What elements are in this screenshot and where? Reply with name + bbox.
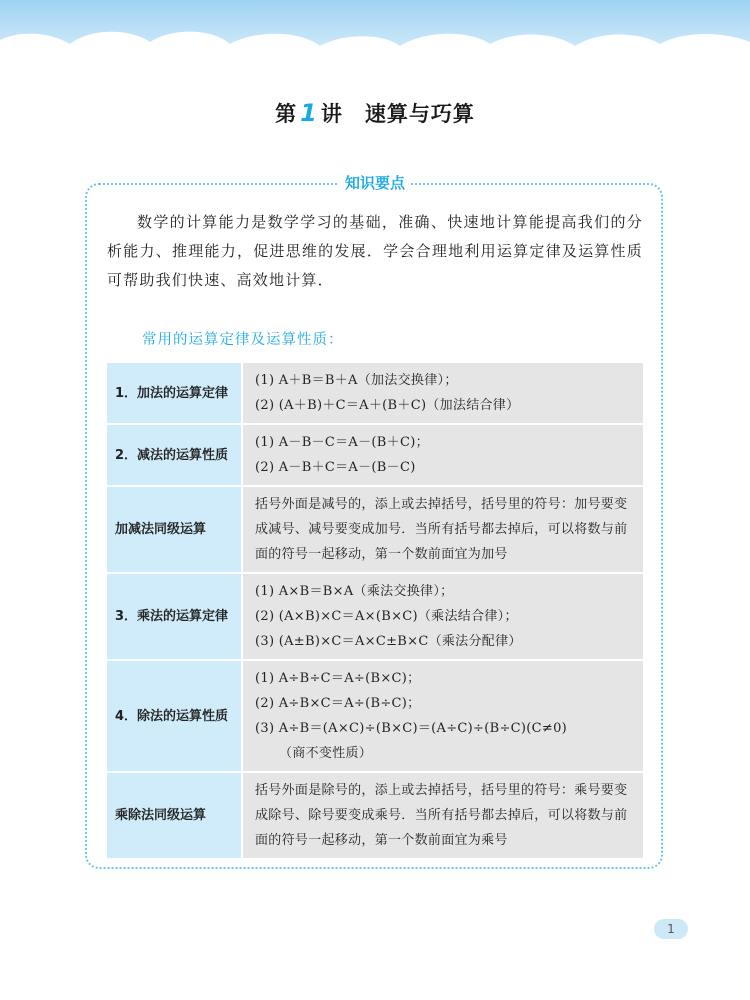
section-title-text: 知识要点 — [339, 174, 411, 192]
law-name: 4．除法的运算性质 — [107, 660, 242, 772]
table-row — [107, 486, 643, 573]
rule-line: (2) A÷B×C＝A÷(B÷C)； — [255, 696, 421, 711]
law-name: 2．减法的运算性质 — [107, 424, 242, 486]
lesson-title — [0, 98, 750, 128]
laws-table — [107, 363, 643, 860]
law-content — [242, 424, 643, 486]
law-name: 1．加法的运算定律 — [107, 363, 242, 424]
rule-line: （商不变性质） — [279, 746, 373, 761]
rule-line: (2) (A×B)×C＝A×(B×C)（乘法结合律）； — [255, 609, 518, 624]
rule-line: (1) A－B－C＝A－(B＋C)； — [255, 435, 429, 450]
lesson-title-prefix: 第 — [275, 101, 298, 126]
rule-paragraph: 括号外面是除号的，添上或去掉括号，括号里的符号：乘号要变成除号、除号要变成乘号．当所有括号都去掉后，可以将数与前面的符号一起移动，第一个数前面宜为乘号 — [255, 783, 628, 848]
section-title — [0, 172, 750, 193]
rule-line: (3) A÷B＝(A×C)÷(B×C)＝(A÷C)÷(B÷C)(C≠0) — [255, 721, 568, 736]
laws-subheading: 常用的运算定律及运算性质： — [142, 332, 344, 348]
table-row — [107, 660, 643, 772]
rule-line: (1) A×B＝B×A（乘法交换律）； — [255, 584, 454, 599]
law-content — [242, 363, 643, 424]
law-content — [242, 772, 643, 859]
rule-paragraph: 括号外面是减号的，添上或去掉括号，括号里的符号：加号要变成减号、减号要变成加号．当所有括号都去掉后，可以将数与前面的符号一起移动，第一个数前面宜为加号 — [255, 497, 628, 562]
page-number: 1 — [654, 919, 688, 939]
table-row — [107, 424, 643, 486]
lesson-number: 1 — [300, 99, 318, 127]
sky-cloud-banner — [0, 0, 750, 90]
law-content — [242, 486, 643, 573]
rule-line: (2) (A＋B)＋C＝A＋(B＋C)（加法结合律） — [255, 398, 520, 413]
rule-line: (1) A＋B＝B＋A（加法交换律）； — [255, 373, 458, 388]
table-row — [107, 772, 643, 859]
rule-line: (3) (A±B)×C＝A×C±B×C（乘法分配律） — [255, 634, 522, 649]
table-row — [107, 363, 643, 424]
law-content — [242, 660, 643, 772]
lesson-topic: 速算与巧算 — [364, 101, 475, 126]
law-content — [242, 573, 643, 660]
law-name: 3．乘法的运算定律 — [107, 573, 242, 660]
table-row — [107, 573, 643, 660]
rule-line: (1) A÷B÷C＝A÷(B×C)； — [255, 671, 421, 686]
law-name: 加减法同级运算 — [107, 486, 242, 573]
law-name: 乘除法同级运算 — [107, 772, 242, 859]
rule-line: (2) A－B＋C＝A－(B－C) — [255, 460, 416, 475]
lesson-title-mid: 讲 — [320, 101, 343, 126]
intro-paragraph: 数学的计算能力是数学学习的基础，准确、快速地计算能提高我们的分析能力、推理能力，促进思维的发展．学会合理地利用运算定律及运算性质可帮助我们快速、高效地计算． — [107, 213, 643, 289]
